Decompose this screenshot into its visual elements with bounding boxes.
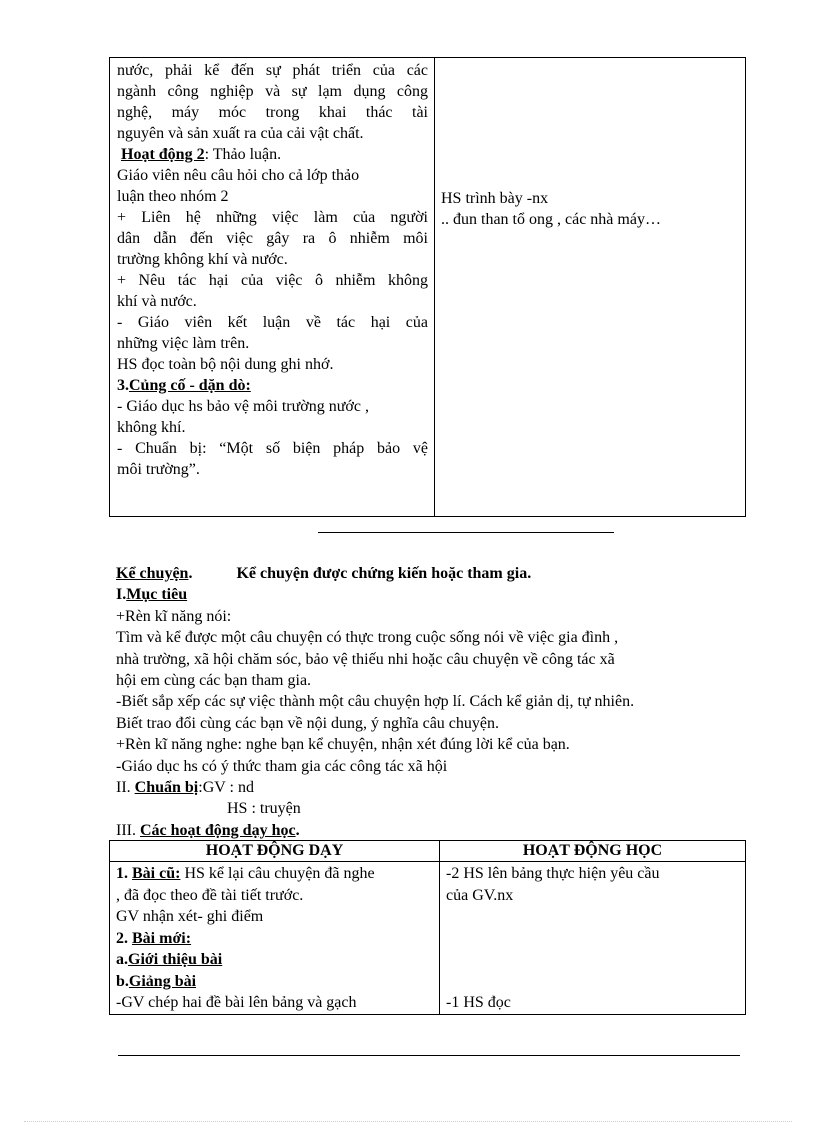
story-section	[116, 563, 756, 841]
text-line: nhà trường, xã hội chăm sóc, bảo vệ thiếu nhi hoặc câu chuyện về công tác xã	[116, 650, 615, 668]
text-line: -1 HS đọc	[446, 994, 511, 1011]
text-line: -GV chép hai đề bài lên bảng và gạch	[116, 994, 357, 1011]
student-activity-cell	[435, 58, 746, 517]
activities-dot: .	[295, 821, 300, 839]
text-line: Tìm và kể được một câu chuyện có thực trong cuộc sống nói về việc gia đình ,	[116, 629, 619, 647]
teaching-heading	[116, 971, 433, 993]
teacher-activity-header: HOẠT ĐỘNG DẠY	[110, 841, 440, 862]
teaching-label: Giảng bài	[128, 972, 197, 990]
activities-label: Các hoạt động dạy học	[139, 821, 296, 839]
text-line: HS trình bày -nx	[441, 190, 549, 207]
text-line: -2 HS lên bảng thực hiện yêu cầu	[446, 865, 660, 882]
activities-heading	[116, 820, 756, 841]
activities-num: III.	[116, 821, 140, 839]
text-line: - Chuẩn bị: “Một số biện pháp bảo vệ	[117, 440, 428, 457]
intro-label: Giới thiệu bài	[128, 951, 223, 968]
text-line: của GV.nx	[446, 886, 514, 904]
teaching-num: b.	[116, 972, 129, 990]
activity-2-rest: : Thảo luận.	[204, 146, 282, 163]
text-line: nước, phải kể đến sự phát triển của các	[117, 62, 428, 79]
new-lesson-heading	[116, 928, 433, 950]
student-activity-header: HOẠT ĐỘNG HỌC	[440, 841, 746, 862]
old-lesson-num: 1.	[116, 865, 132, 882]
consolidation-label: Củng cố - dặn dò:	[129, 377, 251, 394]
text-line: Giáo viên nêu câu hỏi cho cả lớp thảo	[117, 167, 360, 184]
story-dot: .	[188, 565, 193, 582]
page-edge	[24, 1121, 792, 1122]
text-line: + Nêu tác hại của việc ô nhiễm không	[117, 272, 428, 289]
objectives-num: I.	[116, 586, 127, 604]
text-line: .. đun than tổ ong , các nhà máy…	[441, 211, 661, 228]
text-line: - Giáo dục hs bảo vệ môi trường nước ,	[117, 398, 369, 415]
text-line: nghệ, máy móc trong khai thác tài	[117, 104, 428, 121]
preparation-label: Chuẩn bị	[134, 779, 199, 797]
text-line: -Biết sắp xếp các sự việc thành một câu chuyện hợp lí. Cách kể giản dị, tự nhiên.	[116, 693, 635, 711]
text-line: hội em cùng các bạn tham gia.	[116, 672, 312, 690]
text-line: - Giáo viên kết luận về tác hại của	[117, 314, 428, 331]
text-line: Biết trao đổi cùng các bạn về nội dung, ý nghĩa câu chuyện.	[116, 714, 499, 732]
section-divider	[318, 532, 614, 533]
text-line: GV nhận xét- ghi điểm	[116, 908, 264, 925]
story-label: Kể chuyện	[116, 565, 189, 582]
activity-2-heading	[117, 144, 428, 165]
text-line: HS đọc toàn bộ nội dung ghi nhớ.	[117, 356, 334, 373]
objectives-heading	[116, 584, 756, 605]
objectives-label: Mục tiêu	[126, 586, 188, 604]
lesson-table-continued	[109, 57, 746, 517]
text-line: + Liên hệ những việc làm của người	[117, 209, 428, 226]
text-line: ngành công nghiệp và sự lạm dụng công	[117, 83, 428, 100]
text-line: nguyên và sản xuất ra của cải vật chất.	[117, 125, 364, 142]
intro-num: a.	[116, 951, 128, 968]
footer-rule	[118, 1055, 740, 1056]
text-line: +Rèn kĩ năng nghe: nghe bạn kể chuyện, nhận xét đúng lời kể của bạn.	[116, 736, 570, 754]
intro-heading	[116, 949, 433, 971]
activity-2-label: Hoạt động 2	[121, 146, 205, 163]
preparation-num: II.	[116, 779, 135, 797]
preparation-hs: HS : truyện	[227, 800, 301, 818]
text-line: khí và nước.	[117, 293, 197, 310]
text-line: những việc làm trên.	[117, 335, 250, 352]
old-lesson-line	[116, 863, 433, 885]
teacher-activity-cell	[110, 58, 435, 517]
consolidation-heading	[117, 375, 428, 396]
text-line: trường không khí và nước.	[117, 251, 288, 268]
text-line: , đã đọc theo đề tài tiết trước.	[116, 886, 304, 904]
story-title: Kể chuyện được chứng kiến hoặc tham gia.	[236, 565, 532, 582]
new-lesson-num: 2.	[116, 929, 132, 947]
story-heading	[116, 563, 756, 584]
text-line: môi trường”.	[117, 461, 200, 478]
old-lesson-label: Bài cũ:	[132, 865, 181, 882]
old-lesson-rest: HS kể lại câu chuyện đã nghe	[180, 865, 375, 882]
text-line: không khí.	[117, 419, 186, 436]
text-line: +Rèn kĩ năng nói:	[116, 607, 232, 625]
teacher-activity-cell	[110, 862, 440, 1015]
student-activity-cell	[440, 862, 746, 1015]
new-lesson-label: Bài mới:	[132, 929, 192, 947]
activities-table	[109, 840, 746, 1015]
text-line: -Giáo dục hs có ý thức tham gia các công tác xã hội	[116, 757, 448, 775]
text-line: dân dẫn đến việc gây ra ô nhiễm môi	[117, 230, 428, 247]
preparation-heading	[116, 777, 756, 798]
text-line: luận theo nhóm 2	[117, 188, 229, 205]
preparation-rest: :GV : nd	[198, 779, 254, 797]
consolidation-num: 3.	[117, 377, 129, 394]
